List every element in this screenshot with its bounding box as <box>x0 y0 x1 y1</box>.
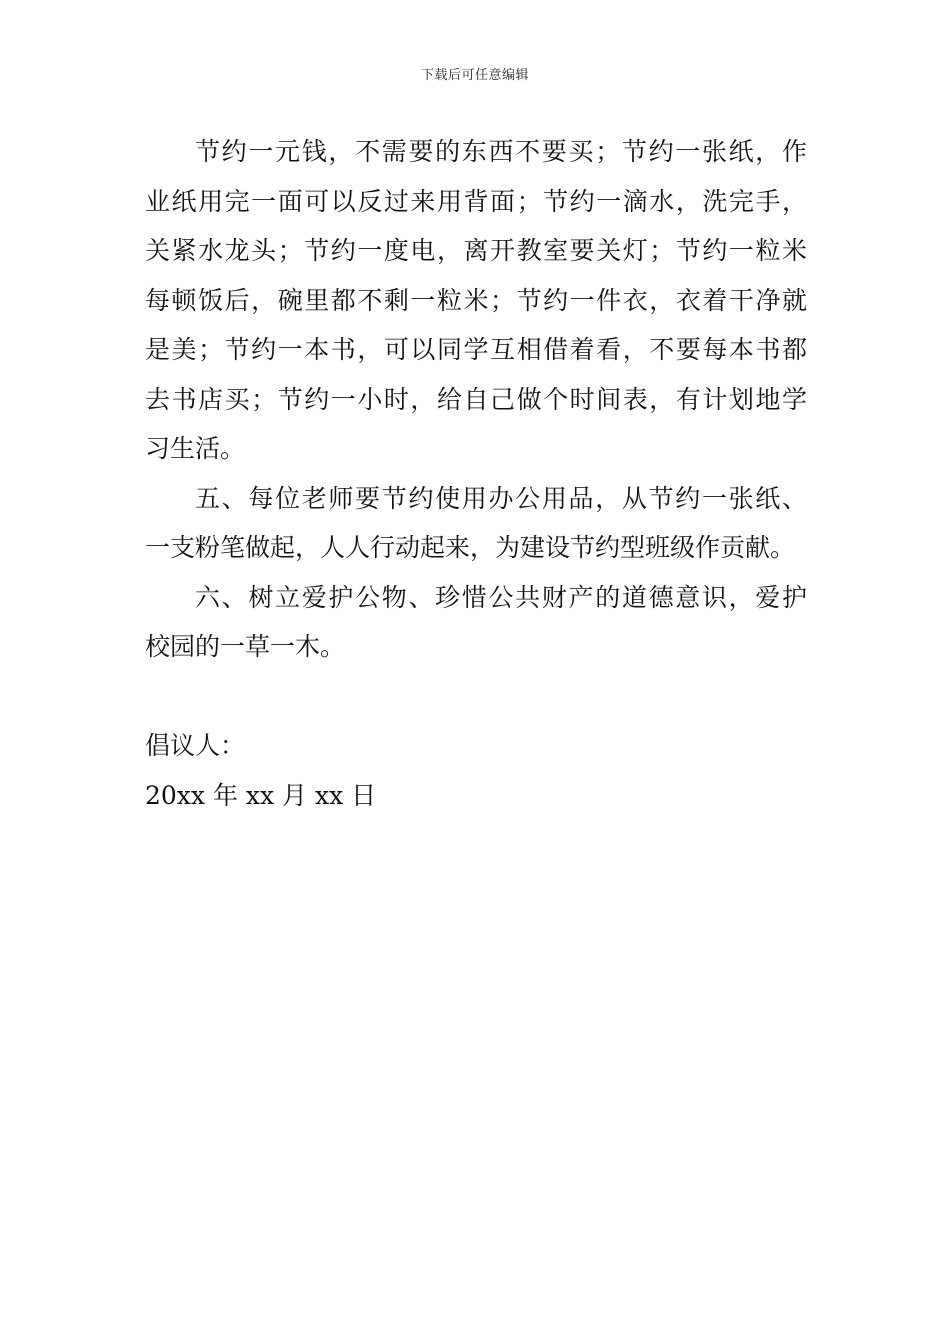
paragraph-line: 关紧水龙头；节约一度电，离开教室要关灯；节约一粒米 <box>145 236 807 265</box>
paragraph-item-five <box>145 474 807 573</box>
paragraph-line: 去书店买；节约一小时，给自己做个时间表，有计划地学 <box>145 384 807 414</box>
paragraph-line: 六、树立爱护公物、珍惜公共财产的道德意识，爱护 <box>195 582 807 612</box>
paragraph-line: 五、每位老师要节约使用办公用品，从节约一张纸、 <box>195 483 807 513</box>
signature-date: 20xx 年 xx 月 xx 日 <box>145 780 377 810</box>
paragraph-line: 是美；节约一本书，可以同学互相借着看，不要每本书都 <box>145 335 807 364</box>
paragraph-item-six <box>145 573 807 672</box>
paragraph-line: 校园的一草一木。 <box>145 632 346 661</box>
document-body <box>145 127 807 820</box>
paragraph-line: 一支粉笔做起，人人行动起来，为建设节约型班级作贡献。 <box>145 533 796 562</box>
paragraph-line: 每顿饭后，碗里都不剩一粒米；节约一件衣，衣着干净就 <box>145 285 807 315</box>
signature-block <box>145 721 807 820</box>
paragraph-saving-tips <box>145 127 807 474</box>
page-header-note: 下载后可任意编辑 <box>420 68 529 83</box>
initiator-label: 倡议人： <box>145 731 246 760</box>
paragraph-line: 习生活。 <box>145 434 246 463</box>
paragraph-line: 业纸用完一面可以反过来用背面；节约一滴水，洗完手， <box>145 186 807 216</box>
paragraph-line: 节约一元钱，不需要的东西不要买；节约一张纸，作 <box>195 137 807 166</box>
